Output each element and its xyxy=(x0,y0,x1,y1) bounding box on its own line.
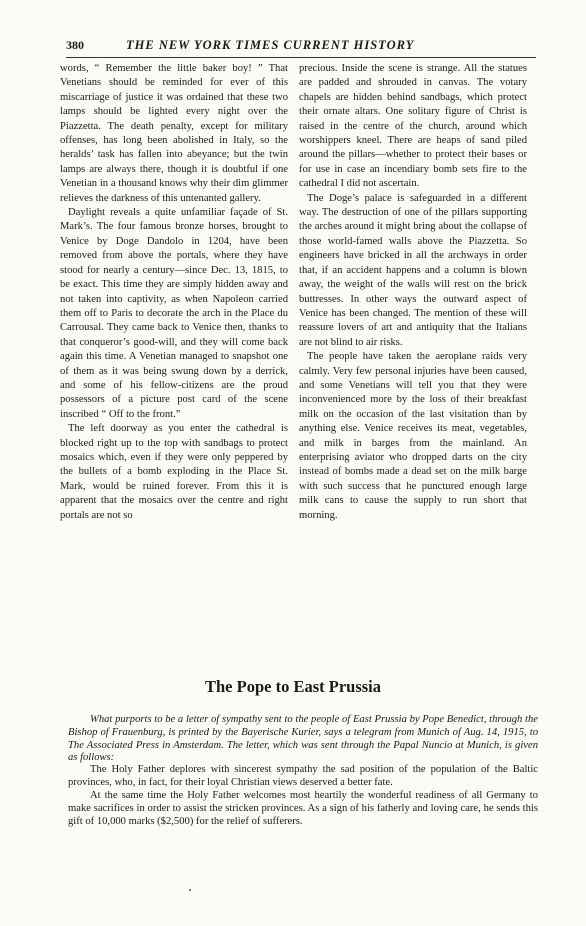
page-number: 380 xyxy=(66,38,84,52)
paragraph: words, “ Remember the little baker boy! ” That Venetians should be reminded for ever of this miscarriage of justice it was ordained that these two lamps should be lighted every night over the Piazzetta. The death penalty, except for military offenses, has long been abolished in Italy, so the heralds’ task has fallen into abeyance; but the twin lamps are always there, though it is doubtful if one Venetian in a thousand knows why their dim glimmer relieves the darkness of this untenanted gallery. xyxy=(60,63,288,204)
paragraph: The people have taken the aeroplane raids very calmly. Very few personal injuries have been caused, and some Venetians will tell you that they were inconvenienced more by the loss of their breakfast milk on the occasion of the last visitation than by anything else. Venice receives its meat, vegetables, and milk in barges from the mainland. An enterprising aviator who dropped darts on the city instead of bombs made a dead set on the milk barge with such success that he punctured enough large milk cans to cause the supply to run short that morning. xyxy=(299,351,527,521)
paragraph: The left doorway as you enter the cathedral is blocked right up to the top with sandbags to protect mosaics which, even if they were only peppered by the bullets of a bomb exploding in the Place St. Mark, would be ruined forever. From this it is apparent that the mosaics over the centre and right portals are not so xyxy=(60,423,288,521)
article-intro: What purports to be a letter of sympathy sent to the people of East Prussia by Pope Benedict, through the Bishop of Frauenburg, is printed by the Bayerische Kurier, says a telegram from Munich of Aug. 14, 1915, to The Associated Press in Amsterdam. The letter, which was sent through the Papal Nuncio at Munich, is given as follows: xyxy=(68,714,538,764)
paragraph: The Doge’s palace is safeguarded in a different way. The destruction of one of the pillars supporting the arches around it might bring about the collapse of those world-famed walls above the Piazzetta. So engineers have bricked in all the archways in order that, if an accident happens and a column is blown away, the weight of the walls will rest on the brick buttresses. In other ways the outward aspect of Venice has been changed. The mention of these will reassure lovers of art and antiquity that the Italians are not blind to air risks. xyxy=(299,192,527,348)
paragraph: Daylight reveals a quite unfamiliar façade of St. Mark’s. The four famous bronze horses, brought to Venice by Doge Dandolo in 1204, have been removed from above the portals, where they have stood for nearly a century—since Dec. 13, 1815, to be exact. This time they are simply hidden away and not taken into captivity, as when Napoleon carried them off to Paris to decorate the arch in the Place du Carrousal. They came back to Venice then, thanks to that conqueror’s good-will, and they will come back again this time. A Venetian managed to snapshot one of them as it was being swung down by a derrick, and some of his fellow-citizens are the proud possessors of a picture post card of the scene inscribed “ Off to the front.” xyxy=(60,207,288,420)
article-title: The Pope to East Prussia xyxy=(204,677,381,696)
left-column xyxy=(60,62,288,523)
page-header xyxy=(66,38,536,54)
letter-paragraph: The Holy Father deplores with sincerest sympathy the sad position of the population of the Baltic provinces, who, in fact, for their loyal Christian views deserved a better fate. xyxy=(68,764,538,788)
header-rule xyxy=(66,57,536,58)
right-column xyxy=(299,62,527,523)
letter-paragraph: At the same time the Holy Father welcomes most heartily the wonderful readiness of all Germany to make sacrifices in order to assist the stricken provinces. As a sign of his fatherly and loving care, he sends this gift of 10,000 marks ($2,500) for the relief of sufferers. xyxy=(68,790,538,827)
page-speck xyxy=(189,889,191,891)
paragraph: precious. Inside the scene is strange. All the statues are padded and shrouded in canvas. The votary chapels are hidden behind sandbags, which protect their ornate altars. One solitary figure of Christ is raised in the centre of the church, around which worshippers kneel. There are heaps of sand piled around the pillars—whether to protect their bases or for use in case an incendiary bomb sets fire to the cathedral I did not ascertain. xyxy=(299,63,527,190)
running-head: THE NEW YORK TIMES CURRENT HISTORY xyxy=(126,38,415,52)
